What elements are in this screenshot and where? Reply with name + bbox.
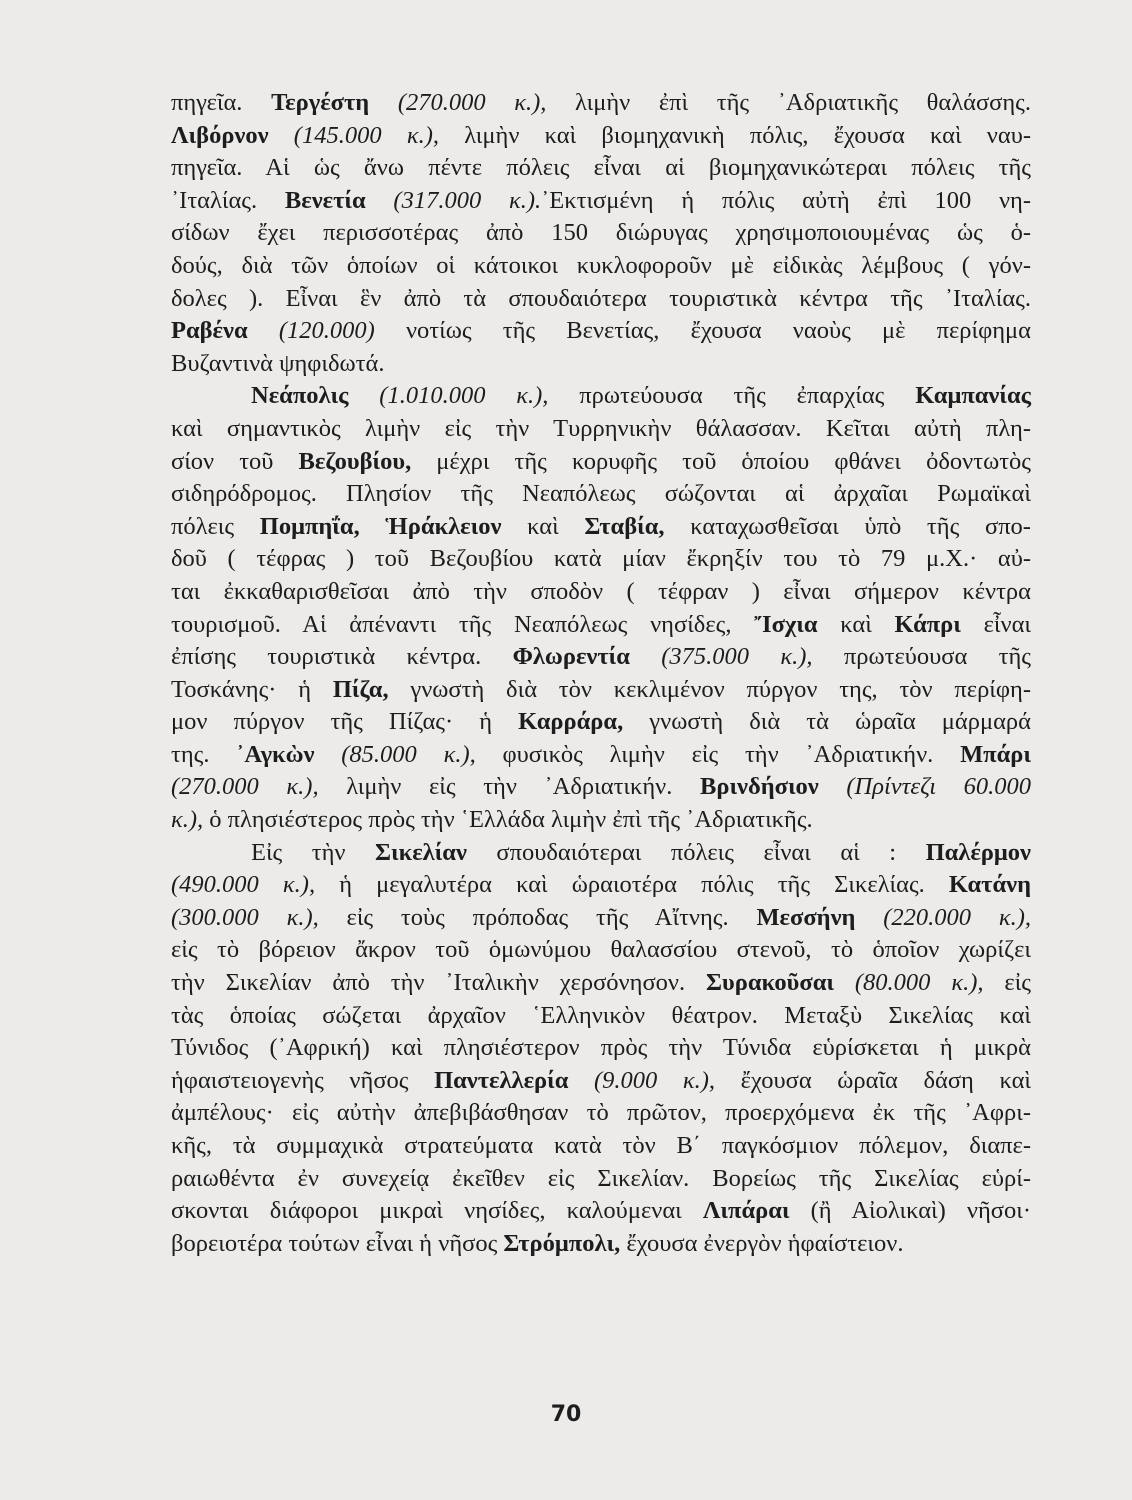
bold-term: Λιπάραι: [702, 1197, 790, 1225]
bold-term: Νεάπολις: [251, 382, 349, 410]
text-run: σίδων ἔχει περισσοτέρας ἀπὸ 150 διώρυγας χρησιμοποιουμένας ὡς ὁ-: [171, 219, 1031, 247]
text-line: [171, 511, 1031, 544]
text-run: εἰς τὸ βόρειον ἄκρον τοῦ ὁμωνύμου θαλασσίου στενοῦ, τὸ ὁποῖον χωρίζει: [171, 936, 1031, 964]
text-run: Τοσκάνης· ἡ: [171, 675, 333, 703]
italic-figure: (490.000 κ.),: [171, 871, 316, 899]
text-run: τὴν Σικελίαν ἀπὸ τὴν ᾿Ιταλικὴν χερσόνησον.: [171, 969, 707, 997]
text-run: ραιωθέντα ἐν συνεχείᾳ ἐκεῖθεν εἰς Σικελίαν. Βορείως τῆς Σικελίας εὑρί-: [171, 1164, 1031, 1192]
text-line: [171, 1195, 1031, 1228]
text-run: δολες ). Εἶναι ἓν ἀπὸ τὰ σπουδαιότερα τουριστικὰ κέντρα τῆς ᾿Ιταλίας.: [171, 284, 1031, 312]
text-run: ἡφαιστειογενὴς νῆσος: [171, 1066, 435, 1094]
italic-figure: (270.000 κ.),: [171, 773, 319, 801]
text-run: καὶ: [501, 512, 585, 540]
text-line: [171, 609, 1031, 642]
bold-term: Μεσσήνη: [756, 903, 856, 931]
italic-figure: (1.010.000 κ.),: [348, 382, 549, 410]
bold-term: Πομπηΐα, Ἡράκλειον: [259, 512, 502, 540]
text-line: [171, 934, 1031, 967]
text-line: [171, 446, 1031, 479]
text-run: ἔχουσα ἐνεργὸν ἡφαίστειον.: [620, 1229, 904, 1257]
bold-term: Καμπανίας: [915, 382, 1031, 410]
bold-term: Φλωρεντία: [512, 643, 630, 671]
text-line: [171, 283, 1031, 316]
text-run: ᾿Ιταλίας.: [171, 186, 285, 214]
text-line: [171, 1097, 1031, 1130]
text-run: μέχρι τῆς κορυφῆς τοῦ ὁποίου φθάνει ὀδοντωτὸς: [411, 447, 1032, 475]
bold-term: Κάπρι: [894, 610, 961, 638]
text-line: [171, 576, 1031, 609]
bold-term: Καρράρα,: [518, 708, 624, 736]
text-run: ὁ πλησιέστερος πρὸς τὴν ῾Ελλάδα λιμὴν ἐπὶ τῆς ᾿Αδριατικῆς.: [203, 806, 813, 834]
italic-figure: (80.000 κ.),: [834, 969, 984, 997]
text-run: πρωτεύουσα τῆς: [812, 643, 1031, 671]
text-line: [171, 380, 1031, 413]
bold-term: Βενετία: [284, 186, 366, 214]
text-run: Βυζαντινὰ ψηφιδωτά.: [171, 349, 385, 377]
bold-term: Ἴσχια: [754, 610, 818, 638]
text-line: [171, 250, 1031, 283]
bold-term: Παντελλερία: [434, 1066, 569, 1094]
text-line: [171, 674, 1031, 707]
text-line: [171, 348, 1031, 381]
italic-figure: (9.000 κ.),: [568, 1066, 716, 1094]
text-run: καὶ σημαντικὸς λιμὴν εἰς τὴν Τυρρηνικὴν θάλασσαν. Κεῖται αὐτὴ πλη-: [171, 414, 1031, 442]
text-run: νοτίως τῆς Βενετίας, ἔχουσα ναοὺς μὲ περίφημα: [374, 317, 1031, 345]
text-run: πηγεῖα. Αἱ ὡς ἄνω πέντε πόλεις εἶναι αἱ βιομηχανικώτεραι πόλεις τῆς: [171, 154, 1031, 182]
text-run: πόλεις: [171, 512, 260, 540]
bold-term: Ραβένα: [171, 317, 248, 345]
text-line: [171, 641, 1031, 674]
text-line: [171, 185, 1031, 218]
text-line: [171, 478, 1031, 511]
text-line: [171, 1163, 1031, 1196]
body-text: [171, 87, 1031, 1260]
text-run: δούς, διὰ τῶν ὁποίων οἱ κάτοικοι κυκλοφοροῦν μὲ εἰδικὰς λέμβους ( γόν-: [171, 251, 1031, 279]
italic-figure: (375.000 κ.),: [629, 643, 813, 671]
bold-term: Κατάνη: [948, 871, 1032, 899]
text-line: [171, 1065, 1031, 1098]
text-run: κῆς, τὰ συμμαχικὰ στρατεύματα κατὰ τὸν Β΄ παγκόσμιον πόλεμον, διαπε-: [171, 1132, 1031, 1159]
text-line: [171, 413, 1031, 446]
bold-term: Λιβόρνον: [171, 121, 269, 149]
page-number: 70: [550, 1402, 582, 1427]
bold-term: Σταβία,: [584, 512, 665, 540]
text-line: [171, 706, 1031, 739]
bold-term: Παλέρμον: [925, 838, 1031, 866]
text-line: [171, 771, 1031, 804]
text-run: τουρισμοῦ. Αἱ ἀπέναντι τῆς Νεαπόλεως νησίδες,: [171, 610, 755, 638]
italic-figure: (85.000 κ.),: [314, 740, 476, 768]
bold-term: ᾿Αγκὼν: [236, 740, 315, 768]
text-run: βορειοτέρα τούτων εἶναι ἡ νῆσος: [171, 1229, 504, 1257]
text-run: σπουδαιότεραι πόλεις εἶναι αἱ :: [466, 838, 926, 866]
bold-term: Βεζουβίου,: [298, 447, 412, 475]
text-line: [171, 1032, 1031, 1065]
text-run: της.: [171, 740, 237, 768]
text-run: (ἢ Αἰολικαὶ) νῆσοι·: [789, 1197, 1032, 1225]
text-run: ἀμπέλους· εἰς αὐτὴν ἀπεβιβάσθησαν τὸ πρῶτον, προερχόμενα ἐκ τῆς ᾿Αφρι-: [171, 1099, 1031, 1127]
text-run: ἡ μεγαλυτέρα καὶ ὡραιοτέρα πόλις τῆς Σικελίας.: [315, 871, 949, 899]
italic-figure: (120.000): [247, 317, 375, 345]
text-line: [171, 543, 1031, 576]
text-run: εἰς τοὺς πρόποδας τῆς Αἴτνης.: [318, 903, 757, 931]
bold-term: Βρινδήσιον: [700, 773, 819, 801]
text-run: εἶναι: [960, 610, 1032, 638]
text-line: [171, 217, 1031, 250]
text-line: [171, 837, 1031, 870]
bold-term: Τεργέστη: [271, 89, 370, 116]
text-run: δοῦ ( τέφρας ) τοῦ Βεζουβίου κατὰ μίαν ἔκρηξίν του τὸ 79 μ.Χ.· αὐ-: [171, 545, 1031, 573]
italic-figure: (Πρίντεζι 60.000: [818, 773, 1031, 801]
italic-figure: (145.000 κ.),: [268, 121, 439, 149]
text-line: [171, 967, 1031, 1000]
text-run: λιμὴν ἐπὶ τῆς ᾿Αδριατικῆς θαλάσσης.: [546, 89, 1032, 116]
text-run: λιμὴν εἰς τὴν ᾿Αδριατικήν.: [318, 773, 700, 801]
text-line: [171, 869, 1031, 902]
italic-figure: (220.000 κ.),: [855, 903, 1032, 931]
italic-figure: (270.000 κ.),: [369, 89, 547, 116]
text-line: [171, 902, 1031, 935]
bold-term: Μπάρι: [960, 740, 1031, 768]
text-run: λιμὴν καὶ βιομηχανικὴ πόλις, ἔχουσα καὶ ναυ-: [438, 121, 1031, 149]
text-line: [171, 315, 1031, 348]
text-run: Εἰς τὴν: [251, 838, 375, 866]
text-line: [171, 804, 1031, 837]
text-line: [171, 739, 1031, 772]
text-line: [171, 87, 1031, 120]
text-run: πηγεῖα.: [171, 89, 272, 116]
text-run: μον πύργον τῆς Πίζας· ἡ: [171, 708, 519, 736]
bold-term: Σικελίαν: [374, 838, 467, 866]
text-run: πρωτεύουσα τῆς ἐπαρχίας: [548, 382, 916, 410]
italic-figure: (300.000 κ.),: [171, 903, 319, 931]
text-run: σίον τοῦ: [171, 447, 299, 475]
text-run: τὰς ὁποίας σώζεται ἀρχαῖον ῾Ελληνικὸν θέατρον. Μεταξὺ Σικελίας καὶ: [171, 1001, 1031, 1029]
bold-term: Στρόμπολι,: [503, 1229, 621, 1257]
text-run: σιδηρόδρομος. Πλησίον τῆς Νεαπόλεως σώζονται αἱ ἀρχαῖαι Ρωμαϊκαὶ: [171, 480, 1031, 508]
text-run: εἰς: [983, 969, 1031, 997]
text-run: καὶ: [817, 610, 895, 638]
text-run: σκονται διάφοροι μικραὶ νησίδες, καλούμεναι: [171, 1197, 703, 1225]
text-line: [171, 1000, 1031, 1033]
bold-term: Συρακοῦσαι: [706, 969, 834, 997]
italic-figure: (317.000 κ.).: [365, 186, 542, 214]
text-run: γνωστὴ διὰ τὸν κεκλιμένον πύργον της, τὸν περίφη-: [388, 675, 1032, 703]
text-line: [171, 152, 1031, 185]
text-run: ἔχουσα ὡραῖα δάση καὶ: [715, 1066, 1032, 1094]
text-run: γνωστὴ διὰ τὰ ὡραῖα μάρμαρά: [623, 708, 1031, 736]
text-run: ᾿Εκτισμένη ἡ πόλις αὐτὴ ἐπὶ 100 νη-: [541, 186, 1032, 214]
text-run: ται ἐκκαθαρισθεῖσαι ἀπὸ τὴν σποδὸν ( τέφραν ) εἶναι σήμερον κέντρα: [171, 577, 1031, 605]
bold-term: Πίζα,: [332, 675, 389, 703]
text-run: καταχωσθεῖσαι ὑπὸ τῆς σπο-: [664, 512, 1031, 540]
text-run: φυσικὸς λιμὴν εἰς τὴν ᾿Αδριατικήν.: [475, 740, 961, 768]
text-run: Τύνιδος (᾿Αφρική) καὶ πλησιέστερον πρὸς τὴν Τύνιδα εὑρίσκεται ἡ μικρὰ: [171, 1034, 1031, 1062]
text-line: [171, 1228, 1031, 1261]
italic-figure: κ.),: [171, 806, 204, 834]
text-line: [171, 1130, 1031, 1163]
text-line: [171, 120, 1031, 153]
text-run: ἐπίσης τουριστικὰ κέντρα.: [171, 643, 513, 671]
